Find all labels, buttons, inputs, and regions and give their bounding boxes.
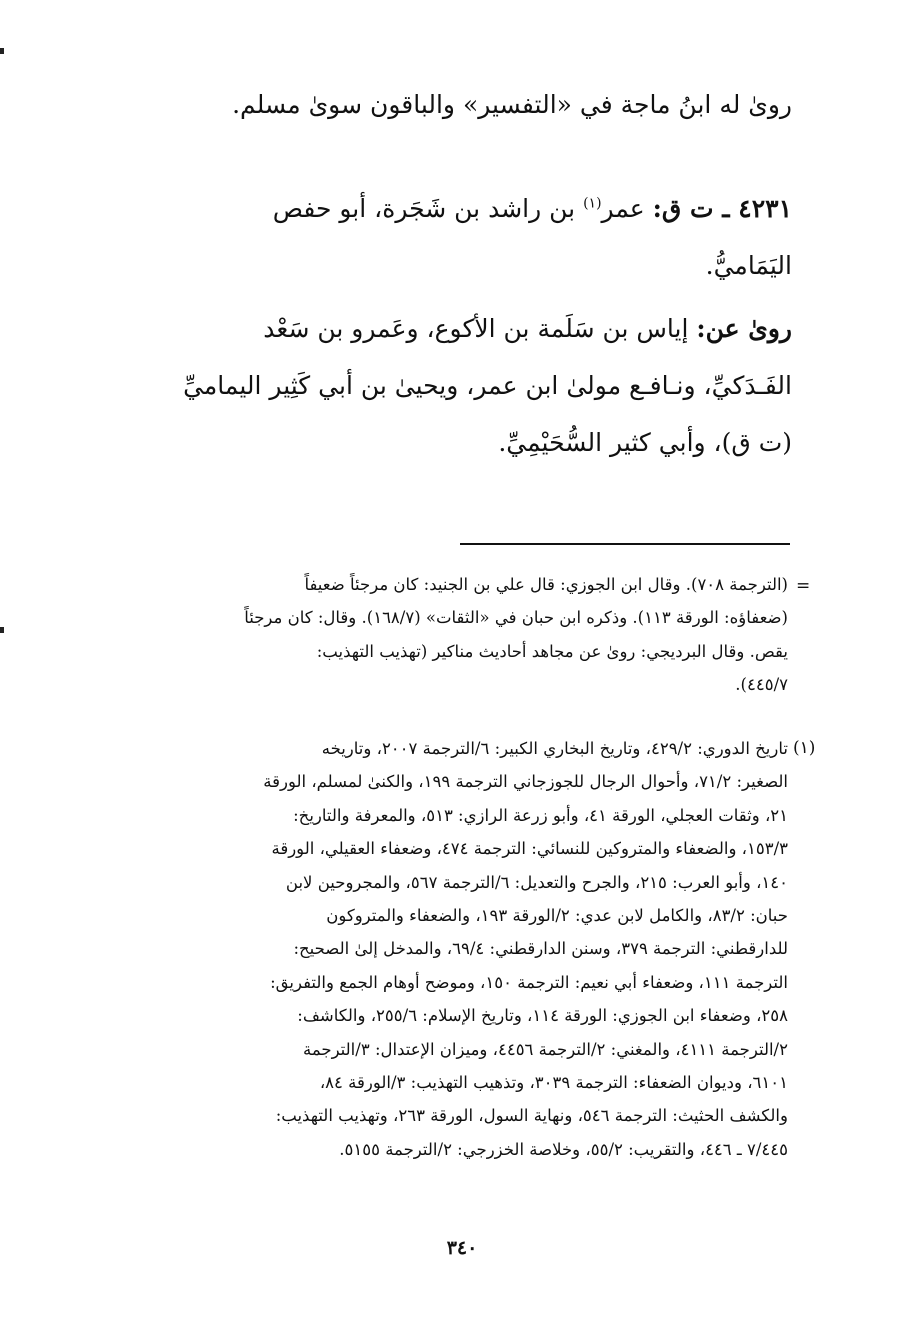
footnote-divider: [460, 543, 790, 545]
entry-name-rest: بن راشد بن شَجَرة، أبو حفص: [272, 194, 576, 223]
footnote-line: الترجمة ١١١، وضعفاء أبي نعيم: الترجمة ١٥٠، وموضح أوهام الجمع والتفريق:: [270, 972, 788, 992]
footnote-line: ٤٤٥/٧).: [735, 675, 788, 695]
footnote-continuation: [88, 568, 788, 702]
footnote-line: للدارقطني: الترجمة ٣٧٩، وسنن الدارقطني: ٦٩/٤، والمدخل إلیٰ الصحيح:: [293, 939, 788, 959]
footnote-line: تاريخ الدوري: ٤٢٩/٢، وتاريخ البخاري الكبير: ٦/الترجمة ٢٠٠٧، وتاريخه: [321, 739, 788, 758]
footnote-line: والكشف الحثيث: الترجمة ٥٤٦، ونهاية السول، الورقة ٢٦٣، وتهذيب التهذيب:: [275, 1106, 788, 1126]
page-number: ٣٤٠: [446, 1237, 478, 1259]
footnote-line: (الترجمة ٧٠٨). وقال ابن الجوزي: قال علي بن الجنيد: كان مرجئاً ضعيفاً: [304, 575, 788, 594]
footnote-1: [88, 732, 788, 1166]
narrated-line-3: (ت ق)، وأبي كثير السُّحَيْمِيِّ.: [498, 428, 792, 457]
entry-heading-line-1: [92, 180, 792, 237]
narrated-line-1-text: إياس بن سَلَمة بن الأكوع، وعَمرو بن سَعْد: [263, 314, 689, 343]
entry-name-start: عمر: [601, 194, 645, 223]
narrated-line-2: الفَـدَكيِّ، ونـافـع مولیٰ ابن عمر، ويحيیٰ بن أبي كَثِير اليماميِّ: [183, 371, 792, 400]
biography-entry-heading: [92, 180, 792, 294]
entry-heading-line-2: اليَمَاميُّ.: [705, 251, 792, 280]
narrated-line-1: [92, 300, 792, 357]
footnote-line: الصغير: ٧١/٢، وأحوال الرجال للجوزجاني الترجمة ١٩٩، والكنیٰ لمسلم، الورقة: [263, 772, 788, 792]
footnote-line: حبان: ٨٣/٢، والكامل لابن عدي: ٢/الورقة ١٩٣، والضعفاء والمتروكون: [326, 905, 788, 925]
footnote-continuation-marker: =: [796, 576, 811, 596]
footnote-line: ١٥٣/٣، والضعفاء والمتروكين للنسائي: الترجمة ٤٧٤، وضعفاء العقيلي، الورقة: [271, 839, 788, 859]
main-text-opening: [92, 76, 792, 133]
footnote-line: (ضعفاؤه: الورقة ١١٣). وذكره ابن حبان في «الثقات» (١٦٨/٧). وقال: كان مرجئاً: [244, 608, 788, 628]
footnote-line: ٦١٠١، وديوان الضعفاء: الترجمة ٣٠٣٩، وتذهيب التهذيب: ٣/الورقة ٨٤،: [319, 1072, 788, 1092]
entry-number: ٤٢٣١ ـ ت ق:: [652, 194, 792, 223]
footnote-line: ٢١، وثقات العجلي، الورقة ٤١، وأبو زرعة الرازي: ٥١٣، والمعرفة والتاريخ:: [293, 805, 788, 825]
scan-edge-mark: [0, 627, 4, 633]
scan-edge-mark: [0, 48, 4, 54]
footnote-line: ٢٥٨، وضعفاء ابن الجوزي: الورقة ١١٤، وتاريخ الإسلام: ٢٥٥/٦، والكاشف:: [297, 1006, 788, 1026]
narrated-from-label: رویٰ عن:: [696, 314, 792, 343]
footnote-reference[interactable]: (١): [583, 195, 602, 212]
footnote-line: ٢/الترجمة ٤١١١، والمغني: ٢/الترجمة ٤٤٥٦، وميزان الإعتدال: ٣/الترجمة: [302, 1039, 788, 1059]
footnote-line: ٧/٤٤٥ ـ ٤٤٦، والتقريب: ٥٥/٢، وخلاصة الخزرجي: ٢/الترجمة ٥١٥٥.: [339, 1139, 788, 1159]
footnote-line: يقص. وقال البرديجي: رویٰ عن مجاهد أحاديث مناكير (تهذيب التهذيب:: [316, 641, 788, 661]
text-line: رویٰ له ابنُ ماجة في «التفسير» والباقون سویٰ مسلم.: [232, 90, 792, 119]
footnote-1-marker: (١): [793, 738, 816, 758]
footnote-line: ١٤٠، وأبو العرب: ٢١٥، والجرح والتعديل: ٦/الترجمة ٥٦٧، والمجروحين لابن: [285, 872, 788, 892]
narrated-from-section: [92, 300, 792, 471]
